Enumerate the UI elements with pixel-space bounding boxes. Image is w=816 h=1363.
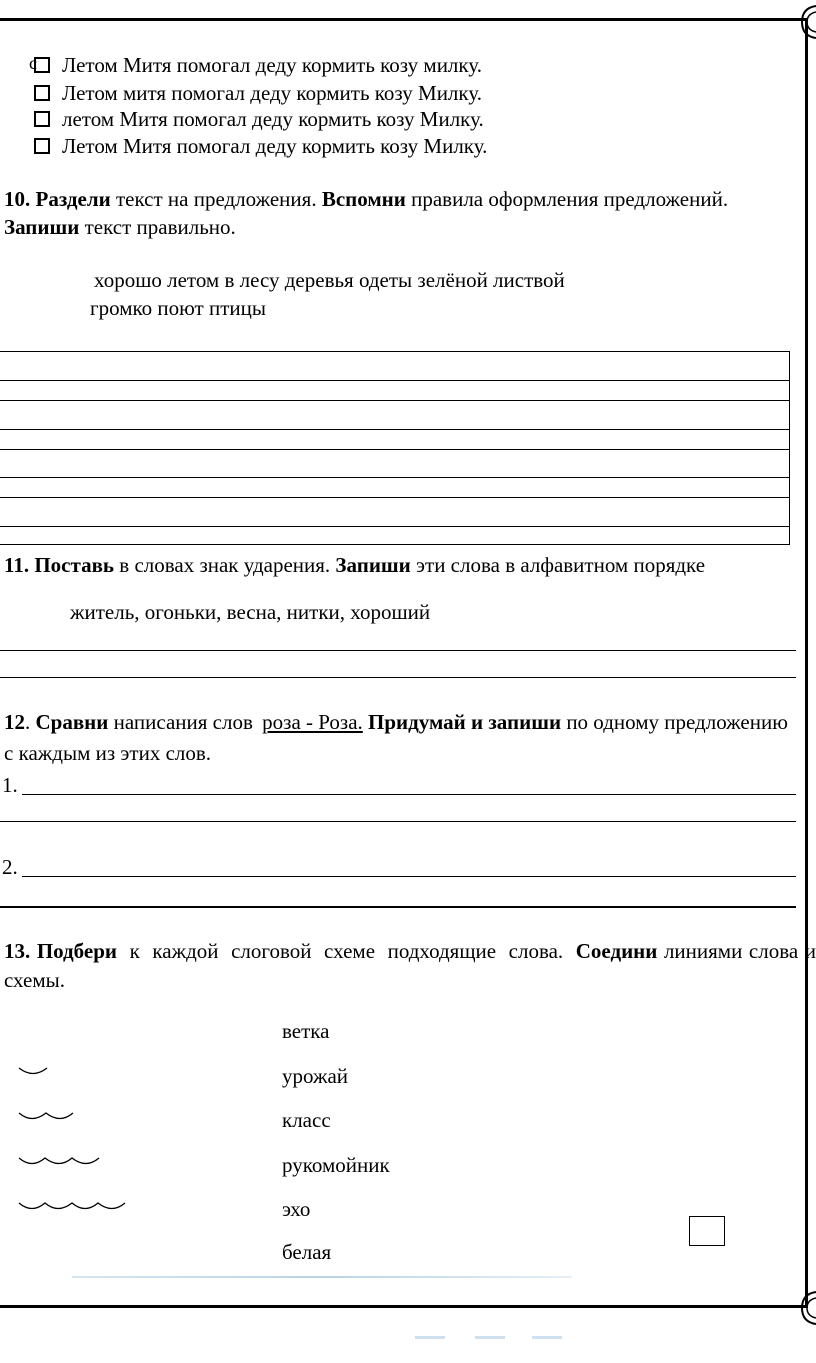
keyword: Подбери [36,939,118,963]
task-number: 10. [4,187,31,211]
option-text: Летом митя помогал деду кормить козу Милку. [62,80,482,105]
writing-grid[interactable] [0,351,790,545]
scroll-curl-bottom-icon [798,1290,816,1326]
word-item[interactable]: белая [282,1240,332,1264]
keyword: Запиши [4,215,80,239]
task-10-instruction: 10. Раздели текст на предложения. Вспомни правила оформления предложений. Запиши текст правильно. [4,187,729,239]
keyword: Запиши [335,553,411,577]
task-number: 13. [4,939,31,963]
bleed-mark [475,1336,505,1339]
keyword: Вспомни [321,187,406,211]
answer-line[interactable] [22,876,796,877]
task-10-text-line-1: хорошо летом в лесу деревья одеты зелёной листвой [94,268,565,292]
word-item[interactable]: урожай [282,1064,349,1088]
answer-option[interactable] [34,106,484,132]
answer-line[interactable] [0,677,796,678]
answer-line[interactable] [0,821,796,822]
task-11-instruction: 11. Поставь в словах знак ударения. Запиши эти слова в алфавитном порядке [4,553,706,577]
checkbox[interactable] [34,85,50,101]
answer-line[interactable] [0,650,796,651]
answer-box[interactable] [689,1216,725,1246]
decorative-faint-line [72,1276,572,1278]
answer-option[interactable] [34,133,487,159]
bleed-mark [415,1336,445,1339]
word-item[interactable]: эхо [282,1197,311,1221]
word-pair: роза - Роза. [262,710,363,734]
checkbox[interactable] [34,111,50,127]
task-13-instruction: 13. Подбери к каждой слоговой схеме подходящие слова. Соедини линиями слова и схемы. [4,939,816,992]
syllable-scheme-3-icon[interactable] [18,1155,100,1169]
word-item[interactable]: рукомойник [282,1153,390,1177]
keyword: Сравни [35,710,109,734]
answer-line[interactable] [22,794,796,795]
option-text: Летом Митя помогал деду кормить козу милку. [62,52,482,77]
syllable-scheme-4-icon[interactable] [18,1200,126,1214]
task-number: 11. [4,553,30,577]
answer-option[interactable] [34,80,482,106]
scroll-curl-top-icon [798,4,816,40]
syllable-scheme-2-icon[interactable] [18,1110,74,1124]
keyword: Соедини [575,939,658,963]
word-item[interactable]: ветка [282,1019,330,1043]
checkbox[interactable] [34,57,50,73]
bleed-mark [532,1336,562,1339]
task-12-instruction: 12. Сравни написания слов роза - Роза. Придумай и запиши по одному предложению с каждым из этих слов. [4,710,788,765]
keyword: Придумай и запиши [368,710,562,734]
stray-mark: с [29,53,37,73]
keyword: Поставь [34,553,115,577]
right-border [805,18,808,1308]
section-divider [0,906,796,908]
option-text: летом Митя помогал деду кормить козу Милку. [62,106,484,131]
answer-number-1: 1. [2,773,18,797]
syllable-scheme-1-icon[interactable] [18,1065,48,1079]
word-item[interactable]: класс [282,1108,331,1132]
keyword: Раздели [35,187,111,211]
checkbox[interactable] [34,138,50,154]
answer-number-2: 2. [2,855,18,879]
option-text: Летом Митя помогал деду кормить козу Милку. [62,133,488,158]
task-number: 12 [4,710,25,734]
answer-option[interactable] [34,52,482,78]
task-11-words: житель, огоньки, весна, нитки, хороший [70,600,431,624]
bottom-border [0,1305,805,1308]
top-border [0,18,805,21]
task-10-text-line-2: громко поют птицы [90,296,266,320]
